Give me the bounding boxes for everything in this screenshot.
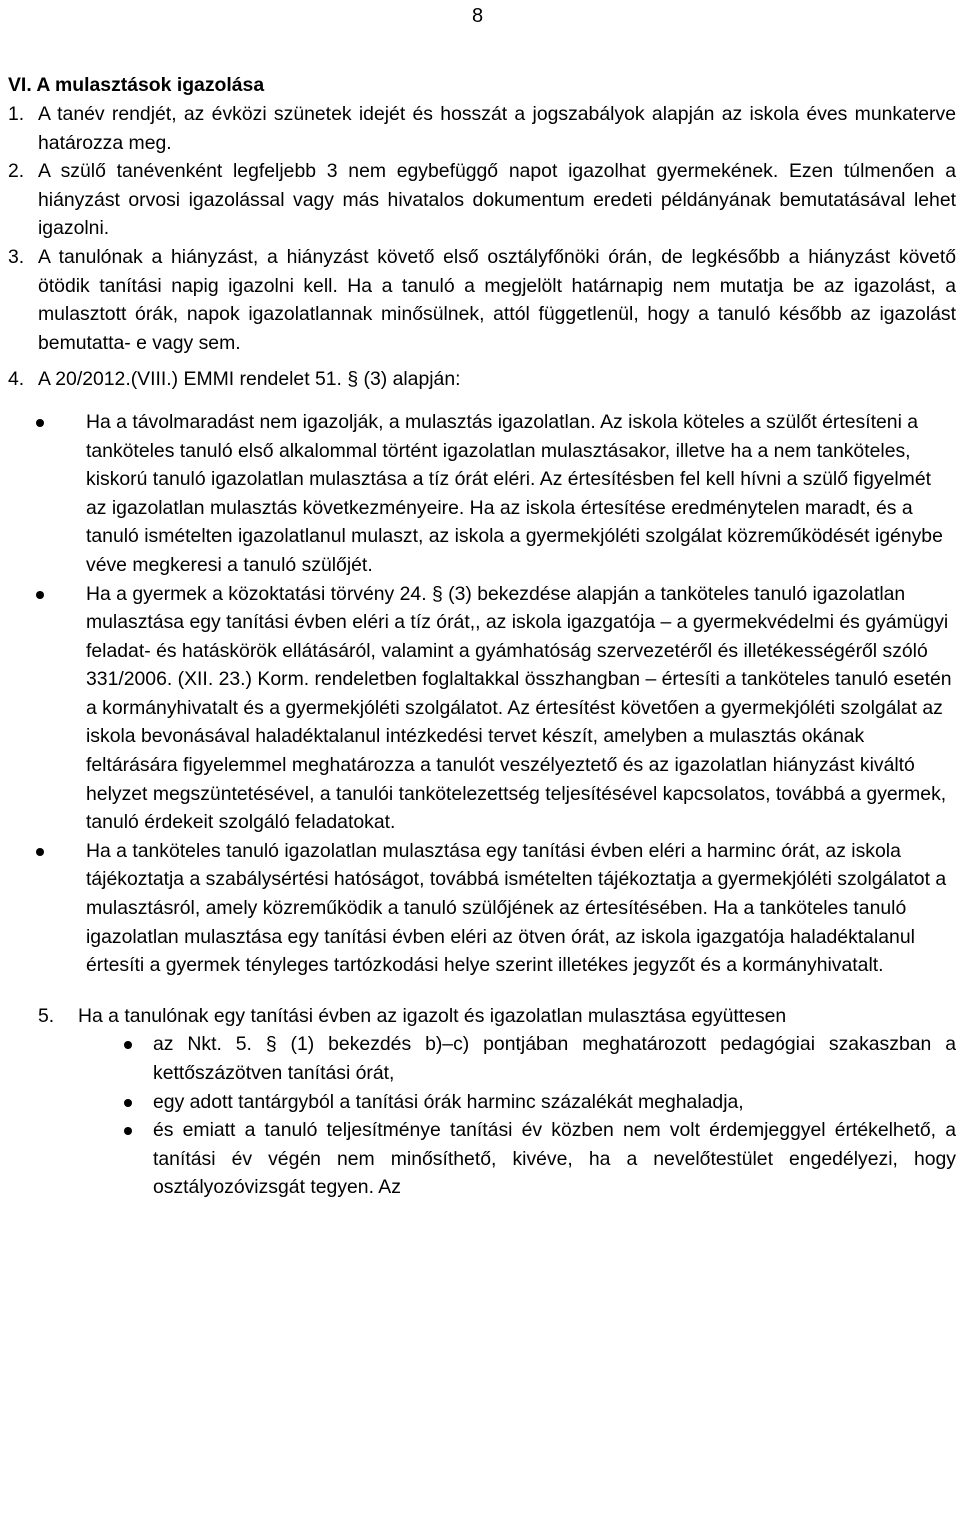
- list-item: [8, 1088, 956, 1117]
- bullet-icon: [36, 419, 44, 427]
- item-number: 5.: [38, 1004, 55, 1027]
- item-text: A tanulónak a hiányzást, a hiányzást követő első osztályfőnöki órán, de legkésőbb a hiányzást követő ötödik tanítási napig igazolni kell. Ha a tanuló a megjelölt határnapig nem mutatja be az igazolást, a mulasztott órák, napok igazolatlannak minősülnek, attól függetlenül, hogy a tanuló később az igazolást bemutatta- e vagy sem.: [38, 245, 956, 354]
- bullet-icon: [124, 1041, 132, 1049]
- bullet-icon: [124, 1099, 132, 1107]
- numbered-item-1: [0, 100, 956, 157]
- list-item: [8, 1030, 956, 1087]
- bullet-icon: [36, 848, 44, 856]
- bullet-icon: [124, 1127, 132, 1135]
- numbered-item-4: [0, 365, 956, 394]
- section-title: VI. A mulasztások igazolása: [8, 74, 265, 96]
- item-text: A 20/2012.(VIII.) EMMI rendelet 51. § (3) alapján:: [38, 368, 461, 391]
- sub-bullet-list: [8, 1030, 956, 1202]
- document-body: [8, 71, 956, 1202]
- page-number: 8: [472, 5, 484, 27]
- item-number: 3.: [8, 245, 25, 268]
- item-text: Ha a tanulónak egy tanítási évben az igazolt és igazolatlan mulasztása együttesen: [78, 1004, 787, 1027]
- list-item-text: Ha a tanköteles tanuló igazolatlan mulasztása egy tanítási évben eléri a harminc órát, az iskola tájékoztatja a szabálysértési hatóságot, továbbá ismételten tájékoztatja a gyermekjóléti szolgálatot a mulasztásról, amely közreműködik a tanuló szülőjének az értesítésében. Ha a tanköteles tanuló igazolatlan mulasztása egy tanítási évben eléri az ötven órát, az iskola igazgatója haladéktalanul értesíti a gyermek tényleges tartózkodási helye szerint illetékes jegyzőt és a kormányhivatalt.: [86, 839, 947, 977]
- list-item-text: az Nkt. 5. § (1) bekezdés b)–c) pontjában meghatározott pedagógiai szakaszban a kettőszázötven tanítási órát,: [153, 1033, 956, 1084]
- list-item-text: egy adott tantárgyból a tanítási órák harminc százalékát meghaladja,: [153, 1090, 744, 1113]
- list-item: [8, 837, 956, 980]
- item-number: 1.: [8, 103, 25, 125]
- bullet-icon: [36, 591, 44, 599]
- list-item-text: Ha a távolmaradást nem igazolják, a mulasztás igazolatlan. Az iskola köteles a szülőt értesíteni a tanköteles tanuló első alkalommal történt igazolatlan mulasztásakor, illetve ha a nem tanköteles, kiskorú tanuló igazolatlan mulasztása a tíz órát eléri. Az értesítésben fel kell hívni a szülő figyelmét az igazolatlan mulasztás következményeire. Ha az iskola értesítése eredménytelen maradt, és a tanuló ismételten igazolatlanul mulaszt, az iskola a gyermekjóléti szolgálat közreműködését igénybe véve megkeresi a tanuló szülőjét.: [86, 410, 943, 576]
- list-item: [8, 1116, 956, 1202]
- bullet-list: [8, 408, 956, 980]
- numbered-item-2: [0, 157, 956, 243]
- item-number: 2.: [8, 160, 25, 183]
- item-text: A tanév rendjét, az évközi szünetek idejét és hosszát a jogszabályok alapján az iskola éves munkaterve határozza meg.: [38, 103, 956, 154]
- list-item-text: Ha a gyermek a közoktatási törvény 24. § (3) bekezdése alapján a tanköteles tanuló igazolatlan mulasztása egy tanítási évben eléri a tíz órát,, az iskola igazgatója – a gyermekvédelmi és gyámügyi feladat- és hatáskörök ellátásáról, valamint a gyámhatóság szervezetéről és illetékességéről szóló 331/2006. (XII. 23.) Korm. rendeletben foglaltakkal összhangban – értesíti a tanköteles tanuló esetén a kormányhivatalt és a gyermekjóléti szolgálatot. Az értesítést követően a gyermekjóléti szolgálat az iskola bevonásával haladéktalanul intézkedési tervet készít, amelyben a mulasztás okának feltárására figyelemmel meghatározza a tanulót veszélyeztető és az igazolatlan hiányzást kiváltó helyzet megszüntetésével, a tanulói tankötelezettség teljesítésével kapcsolatos, továbbá a gyermek, tanuló érdekeit szolgáló feladatokat.: [86, 582, 952, 834]
- list-item: [8, 580, 956, 837]
- numbered-item-5: [38, 1002, 956, 1031]
- list-item: [8, 408, 956, 580]
- list-item-text: és emiatt a tanuló teljesítménye tanítási év közben nem volt érdemjeggyel értékelhető, a tanítási év végén nem minősíthető, kivéve, ha a nevelőtestület engedélyezi, hogy osztályozóvizsgát tegyen. Az: [153, 1119, 956, 1199]
- item-text: A szülő tanévenként legfeljebb 3 nem egybefüggő napot igazolhat gyermekének. Ezen túlmenően a hiányzást orvosi igazolással vagy más hivatalos dokumentum eredeti példányának bemutatásával lehet igazolni.: [38, 160, 956, 240]
- item-number: 4.: [8, 368, 25, 391]
- numbered-item-3: [0, 243, 956, 357]
